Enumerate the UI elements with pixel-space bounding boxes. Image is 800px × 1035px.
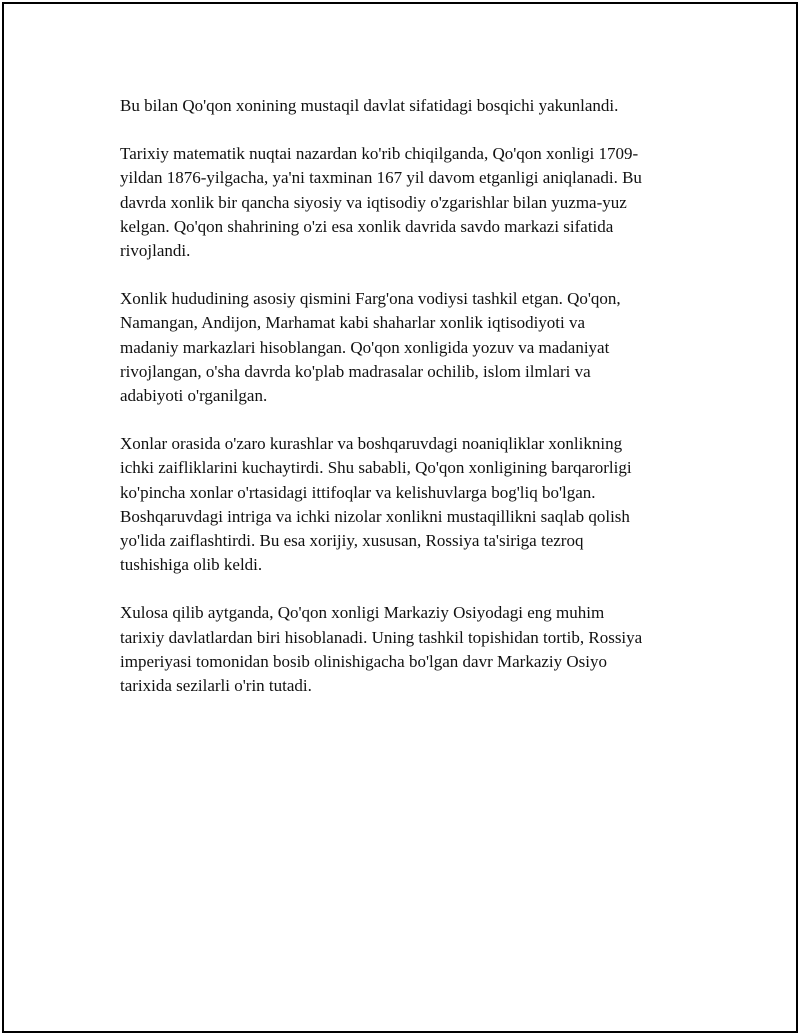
paragraph-3: Xonlik hududining asosiy qismini Farg'ona vodiysi tashkil etgan. Qo'qon, Namangan, Andijon, Marhamat kabi shaharlar xonlik iqtisodiyoti va madaniy markazlari hisoblangan. Qo'qon xonligida yozuv va madaniyat rivojlangan, o'sha davrda ko'plab madrasalar ochilib, islom ilmlari va adabiyoti o'rganilgan. <box>120 289 621 406</box>
paragraph-4: Xonlar orasida o'zaro kurashlar va boshqaruvdagi noaniqliklar xonlikning ichki zaifliklarini kuchaytirdi. Shu sababli, Qo'qon xonligining barqarorligi ko'pincha xonlar o'rtasidagi ittifoqlar va kelishuvlarga bog'liq bo'lgan. Boshqaruvdagi intriga va ichki nizolar xonlikni mustaqillikni saqlab qolish yo'lida zaiflashtirdi. Bu esa xorijiy, xususan, Rossiya ta'siriga tezroq tushishiga olib keldi. <box>120 434 632 575</box>
document-body <box>120 94 692 722</box>
paragraph-2: Tarixiy matematik nuqtai nazardan ko'rib chiqilganda, Qo'qon xonligi 1709- yildan 1876-yilgacha, ya'ni taxminan 167 yil davom etganligi aniqlanadi. Bu davrda xonlik bir qancha siyosiy va iqtisodiy o'zgarishlar bilan yuzma-yuz kelgan. Qo'qon shahrining o'zi esa xonlik davrida savdo markazi sifatida rivojlandi. <box>120 144 642 261</box>
document-page <box>2 2 798 1033</box>
paragraph-1: Bu bilan Qo'qon xonining mustaqil davlat sifatidagi bosqichi yakunlandi. <box>120 96 619 115</box>
paragraph-5: Xulosa qilib aytganda, Qo'qon xonligi Markaziy Osiyodagi eng muhim tarixiy davlatlardan biri hisoblanadi. Uning tashkil topishidan tortib, Rossiya imperiyasi tomonidan bosib olinishigacha bo'lgan davr Markaziy Osiyo tarixida sezilarli o'rin tutadi. <box>120 603 643 696</box>
